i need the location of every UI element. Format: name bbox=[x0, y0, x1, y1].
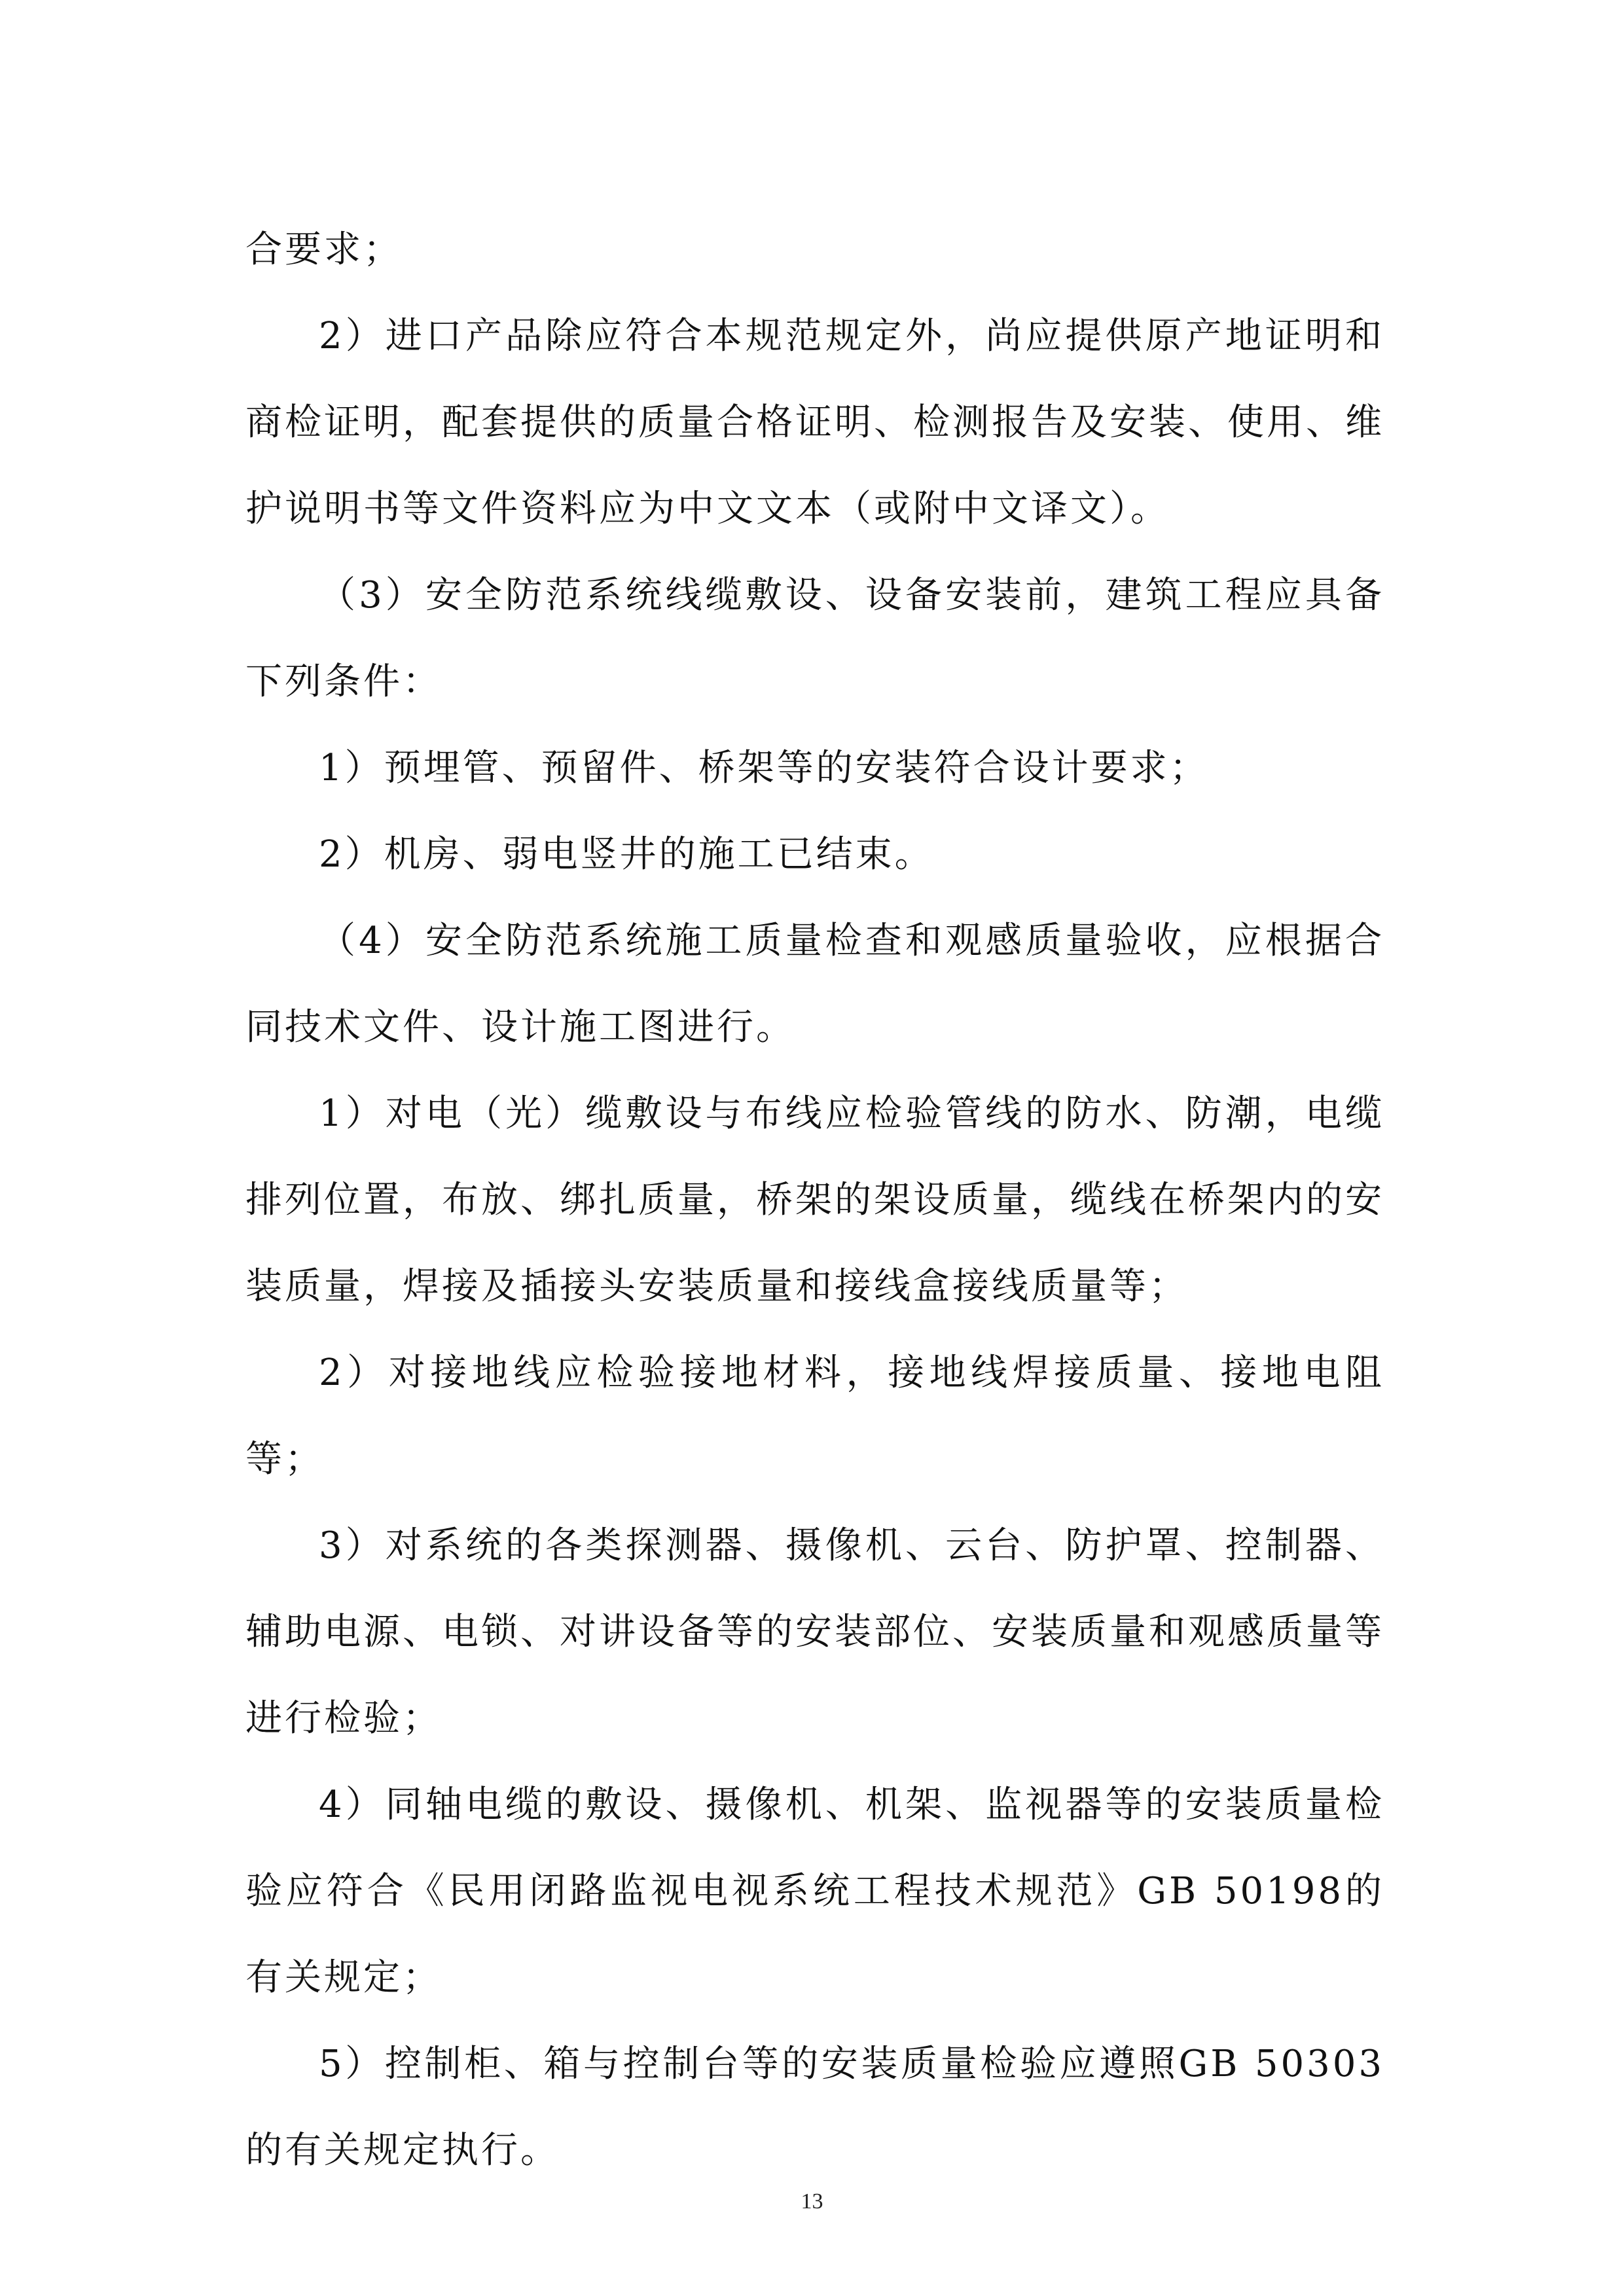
paragraph-grounding: 2）对接地线应检验接地材料，接地线焊接质量、接地电阻等； bbox=[245, 1352, 1384, 1480]
paragraph-section-3: （3）安全防范系统线缆敷设、设备安装前，建筑工程应具备下列条件： bbox=[245, 574, 1384, 703]
paragraph-embedded-pipes: 1）预埋管、预留件、桥架等的安装符合设计要求； bbox=[319, 747, 1209, 789]
paragraph-imported-products: 2）进口产品除应符合本规范规定外，尚应提供原产地证明和商检证明，配套提供的质量合格证明、检测报告及安装、使用、维护说明书等文件资料应为中文文本（或附中文译文）。 bbox=[245, 315, 1384, 530]
page-number: 13 bbox=[801, 2189, 823, 2214]
paragraph-cable-laying: 1）对电（光）缆敷设与布线应检验管线的防水、防潮，电缆排列位置，布放、绑扎质量，桥架的架设质量，缆线在桥架内的安装质量，焊接及插接头安装质量和接线盒接线质量等； bbox=[245, 1092, 1384, 1308]
paragraph-section-4: （4）安全防范系统施工质量检查和观感质量验收，应根据合同技术文件、设计施工图进行。 bbox=[245, 920, 1384, 1049]
paragraph-detectors: 3）对系统的各类探测器、摄像机、云台、防护罩、控制器、辅助电源、电锁、对讲设备等的安装部位、安装质量和观感质量等进行检验； bbox=[245, 1524, 1384, 1740]
paragraph-machine-room: 2）机房、弱电竖井的施工已结束。 bbox=[319, 833, 934, 876]
paragraph-continuation: 合要求； bbox=[245, 228, 403, 271]
paragraph-coaxial-cable: 4）同轴电缆的敷设、摄像机、机架、监视器等的安装质量检验应符合《民用闭路监视电视系统工程技术规范》GB 50198的有关规定； bbox=[245, 1784, 1384, 1999]
document-body bbox=[245, 207, 1384, 2194]
paragraph-control-cabinet: 5）控制柜、箱与控制台等的安装质量检验应遵照GB 50303的有关规定执行。 bbox=[245, 2043, 1384, 2172]
